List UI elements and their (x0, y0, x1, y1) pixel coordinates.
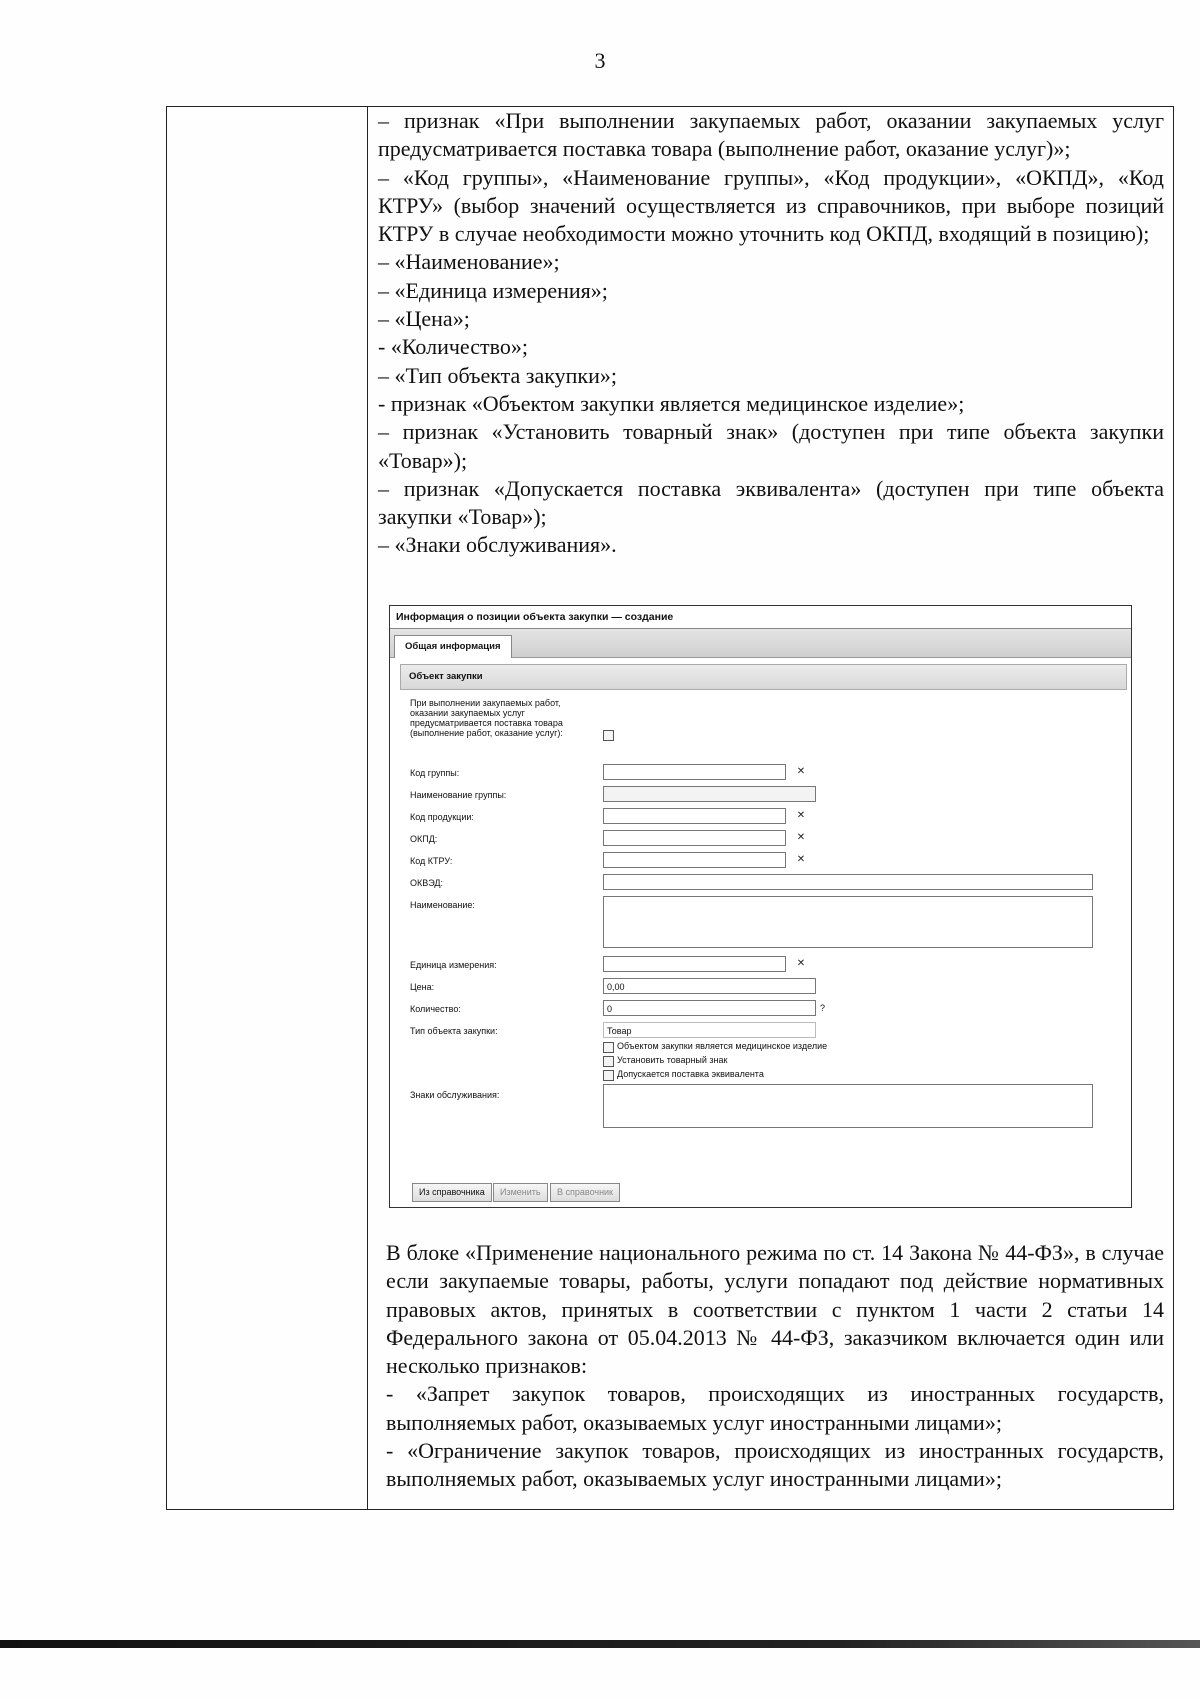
price-label: Цена: (410, 982, 435, 992)
help-icon[interactable]: ? (820, 1003, 826, 1013)
clear-icon[interactable]: ✕ (796, 958, 806, 969)
paragraph: - «Ограничение закупок товаров, происходящих из иностранных государств, выполняемых работ, оказываемых услуг иностранными лицами»; (386, 1438, 1164, 1492)
paragraph: – «Наименование»; (378, 249, 560, 275)
paragraph: – признак «При выполнении закупаемых работ, оказании закупаемых услуг предусматривается поставка товара (выполнение работ, оказание услуг)»; (378, 108, 1164, 162)
equivalent-label: Допускается поставка эквивалента (617, 1069, 764, 1079)
medical-device-label: Объектом закупки является медицинское изделие (617, 1041, 828, 1051)
form-body (390, 658, 1131, 1208)
paragraph: - «Количество»; (378, 334, 528, 360)
service-marks-label: Знаки обслуживания: (410, 1090, 500, 1100)
unit-input[interactable] (603, 956, 786, 972)
window-title: Информация о позиции объекта закупки — создание (390, 606, 1131, 629)
unit-label: Единица измерения: (410, 960, 497, 970)
paragraph: - «Запрет закупок товаров, происходящих из иностранных государств, выполняемых работ, оказываемых услуг иностранными лицами»; (386, 1381, 1164, 1435)
delivery-flag-checkbox[interactable] (603, 730, 614, 741)
name-textarea[interactable] (603, 896, 1093, 948)
to-directory-button[interactable]: В справочник (550, 1183, 620, 1202)
bottom-text (386, 1239, 1164, 1494)
group-name-input[interactable] (603, 786, 816, 802)
clear-icon[interactable]: ✕ (796, 832, 806, 843)
text-column (378, 107, 1164, 560)
group-code-label: Код группы: (410, 768, 460, 778)
ktru-code-input[interactable] (603, 852, 786, 868)
section-title: Объект закупки (400, 664, 1127, 690)
ktru-code-label: Код КТРУ: (410, 856, 453, 866)
object-type-label: Тип объекта закупки: (410, 1026, 498, 1036)
from-directory-button[interactable]: Из справочника (412, 1183, 492, 1202)
tab-bar (390, 629, 1131, 658)
product-code-label: Код продукции: (410, 812, 474, 822)
product-code-input[interactable] (603, 808, 786, 824)
paragraph: – «Знаки обслуживания». (378, 532, 617, 558)
clear-icon[interactable]: ✕ (796, 810, 806, 821)
quantity-input[interactable]: 0 (603, 1000, 816, 1016)
page-number: 3 (594, 48, 606, 73)
form-screenshot (389, 605, 1132, 1208)
okved-input[interactable] (603, 874, 1093, 890)
paragraph: – «Цена»; (378, 306, 470, 332)
clear-icon[interactable]: ✕ (796, 766, 806, 777)
paragraph: - признак «Объектом закупки является медицинское изделие»; (378, 390, 965, 416)
name-label: Наименование: (410, 900, 475, 910)
service-marks-textarea[interactable] (603, 1084, 1093, 1128)
equivalent-checkbox[interactable] (603, 1070, 614, 1081)
delivery-flag-label: При выполнении закупаемых работ, оказании закупаемых услуг предусматривается поставка товара (выполнение работ, оказание услуг): (410, 698, 563, 738)
content-table (166, 106, 1174, 1510)
paragraph: – признак «Установить товарный знак» (доступен при типе объекта закупки «Товар»); (378, 419, 1164, 473)
paragraph: В блоке «Применение национального режима по ст. 14 Закона № 44-ФЗ», в случае если закупаемые товары, работы, услуги попадают под действие нормативных правовых актов, принятых в соответствии с пунктом 1 части 2 статьи 14 Федерального закона от 05.04.2013 № 44-ФЗ, заказчиком включается один или несколько признаков: (386, 1240, 1164, 1379)
column-divider (367, 107, 368, 1509)
scan-edge-bar (0, 1640, 1200, 1648)
paragraph: – «Код группы», «Наименование группы», «Код продукции», «ОКПД», «Код КТРУ» (выбор значений осуществляется из справочников, при выборе позиций КТРУ в случае необходимости можно уточнить код ОКПД, входящий в позицию); (378, 164, 1164, 247)
okved-label: ОКВЭД: (410, 878, 444, 888)
group-code-input[interactable] (603, 764, 786, 780)
change-button[interactable]: Изменить (493, 1183, 548, 1202)
price-input[interactable]: 0,00 (603, 978, 816, 994)
object-type-select[interactable]: Товар (603, 1022, 816, 1038)
trademark-label: Установить товарный знак (617, 1055, 728, 1065)
trademark-checkbox[interactable] (603, 1056, 614, 1067)
medical-device-checkbox[interactable] (603, 1042, 614, 1053)
okpd-label: ОКПД: (410, 834, 438, 844)
tab-general-info[interactable]: Общая информация (394, 635, 512, 658)
quantity-label: Количество: (410, 1004, 461, 1014)
okpd-input[interactable] (603, 830, 786, 846)
clear-icon[interactable]: ✕ (796, 854, 806, 865)
paragraph: – «Единица измерения»; (378, 277, 608, 303)
paragraph: – «Тип объекта закупки»; (378, 362, 617, 388)
paragraph: – признак «Допускается поставка эквивалента» (доступен при типе объекта закупки «Товар»); (378, 475, 1164, 530)
group-name-label: Наименование группы: (410, 790, 507, 800)
